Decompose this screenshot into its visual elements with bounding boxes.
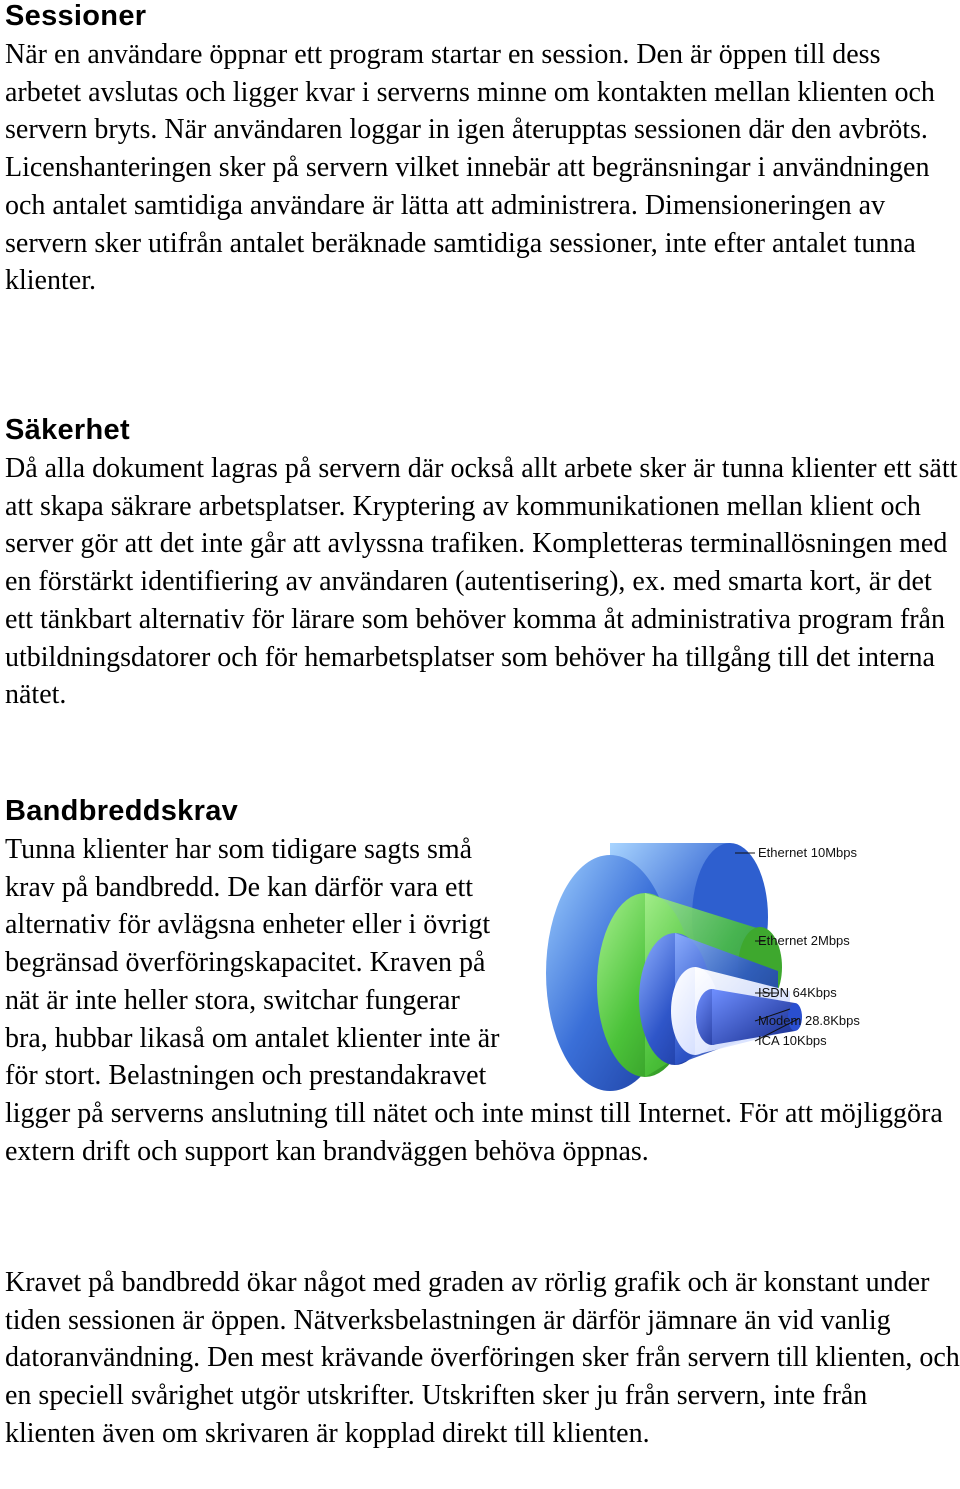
label-modem-28-8kbps: Modem 28.8Kbps [758, 1013, 860, 1028]
heading-sakerhet: Säkerhet [5, 414, 130, 446]
cable-cross-section-illustration [460, 831, 960, 1093]
section-sessioner [5, 0, 960, 300]
label-ethernet-2mbps: Ethernet 2Mbps [758, 933, 850, 948]
paragraph-sessioner: När en användare öppnar ett program startar en session. Den är öppen till dess arbetet avslutas och ligger kvar i serverns minne om kontakten mellan klienten och servern bryts. När användaren loggar in igen återupptas sessionen där den avbröts. Licenshanteringen sker på servern vilket innebär att begränsningar i användningen och antalet samtidiga användare är lätta att administrera. Dimensioneringen av servern sker utifrån antalet beräknade samtidiga sessioner, inte efter antalet tunna klienter. [5, 39, 935, 297]
heading-sessioner: Sessioner [5, 0, 147, 32]
label-ethernet-10mbps: Ethernet 10Mbps [758, 845, 858, 860]
paragraph-bandbreddskrav: Tunna klienter har som tidigare sagts små krav på bandbredd. De kan därför vara ett alternativ för avlägsna enheter eller i övrigt begränsad överföringskapacitet. Kraven på nät är inte heller stora, switchar fungerar bra, hubbar likaså om antalet klienter inte är för stort. Belastningen och prestandakravet ligger på serverns anslutning till nätet och inte minst till Internet. För att möjliggöra extern drift och support kan brandväggen behöva öppnas. [5, 834, 943, 1167]
label-ica-10kbps: ICA 10Kbps [758, 1033, 827, 1048]
section-bandbreddskrav [5, 795, 960, 1170]
heading-bandbreddskrav: Bandbreddskrav [5, 795, 239, 827]
bandwidth-cable-figure [460, 831, 960, 1093]
label-isdn-64kbps: ISDN 64Kbps [758, 985, 837, 1000]
section-sakerhet [5, 414, 960, 714]
paragraph-sakerhet: Då alla dokument lagras på servern där också allt arbete sker är tunna klienter ett sätt att skapa säkrare arbetsplatser. Kryptering av kommunikationen mellan klient och server gör att det inte går att avlyssna trafiken. Kompletteras terminallösningen med en förstärkt identifiering av användaren (autentisering), ex. med smarta kort, är det ett tänkbart alternativ för lärare som behöver komma åt administrativa program från utbildningsdatorer och för hemarbetsplatser som behöver ha tillgång till det interna nätet. [5, 453, 958, 711]
section-bandbreddskrav-continued [5, 1264, 960, 1453]
paragraph-bandbreddskrav-2: Kravet på bandbredd ökar något med graden av rörlig grafik och är konstant under tiden sessionen är öppen. Nätverksbelastningen är därför jämnare än vid vanlig datoranvändning. Den mest krävande överföringen sker från servern till klienten, och en speciell svårighet utgör utskrifter. Utskriften sker ju från servern, inte från klienten även om skrivaren är kopplad direkt till klienten. [5, 1267, 960, 1449]
